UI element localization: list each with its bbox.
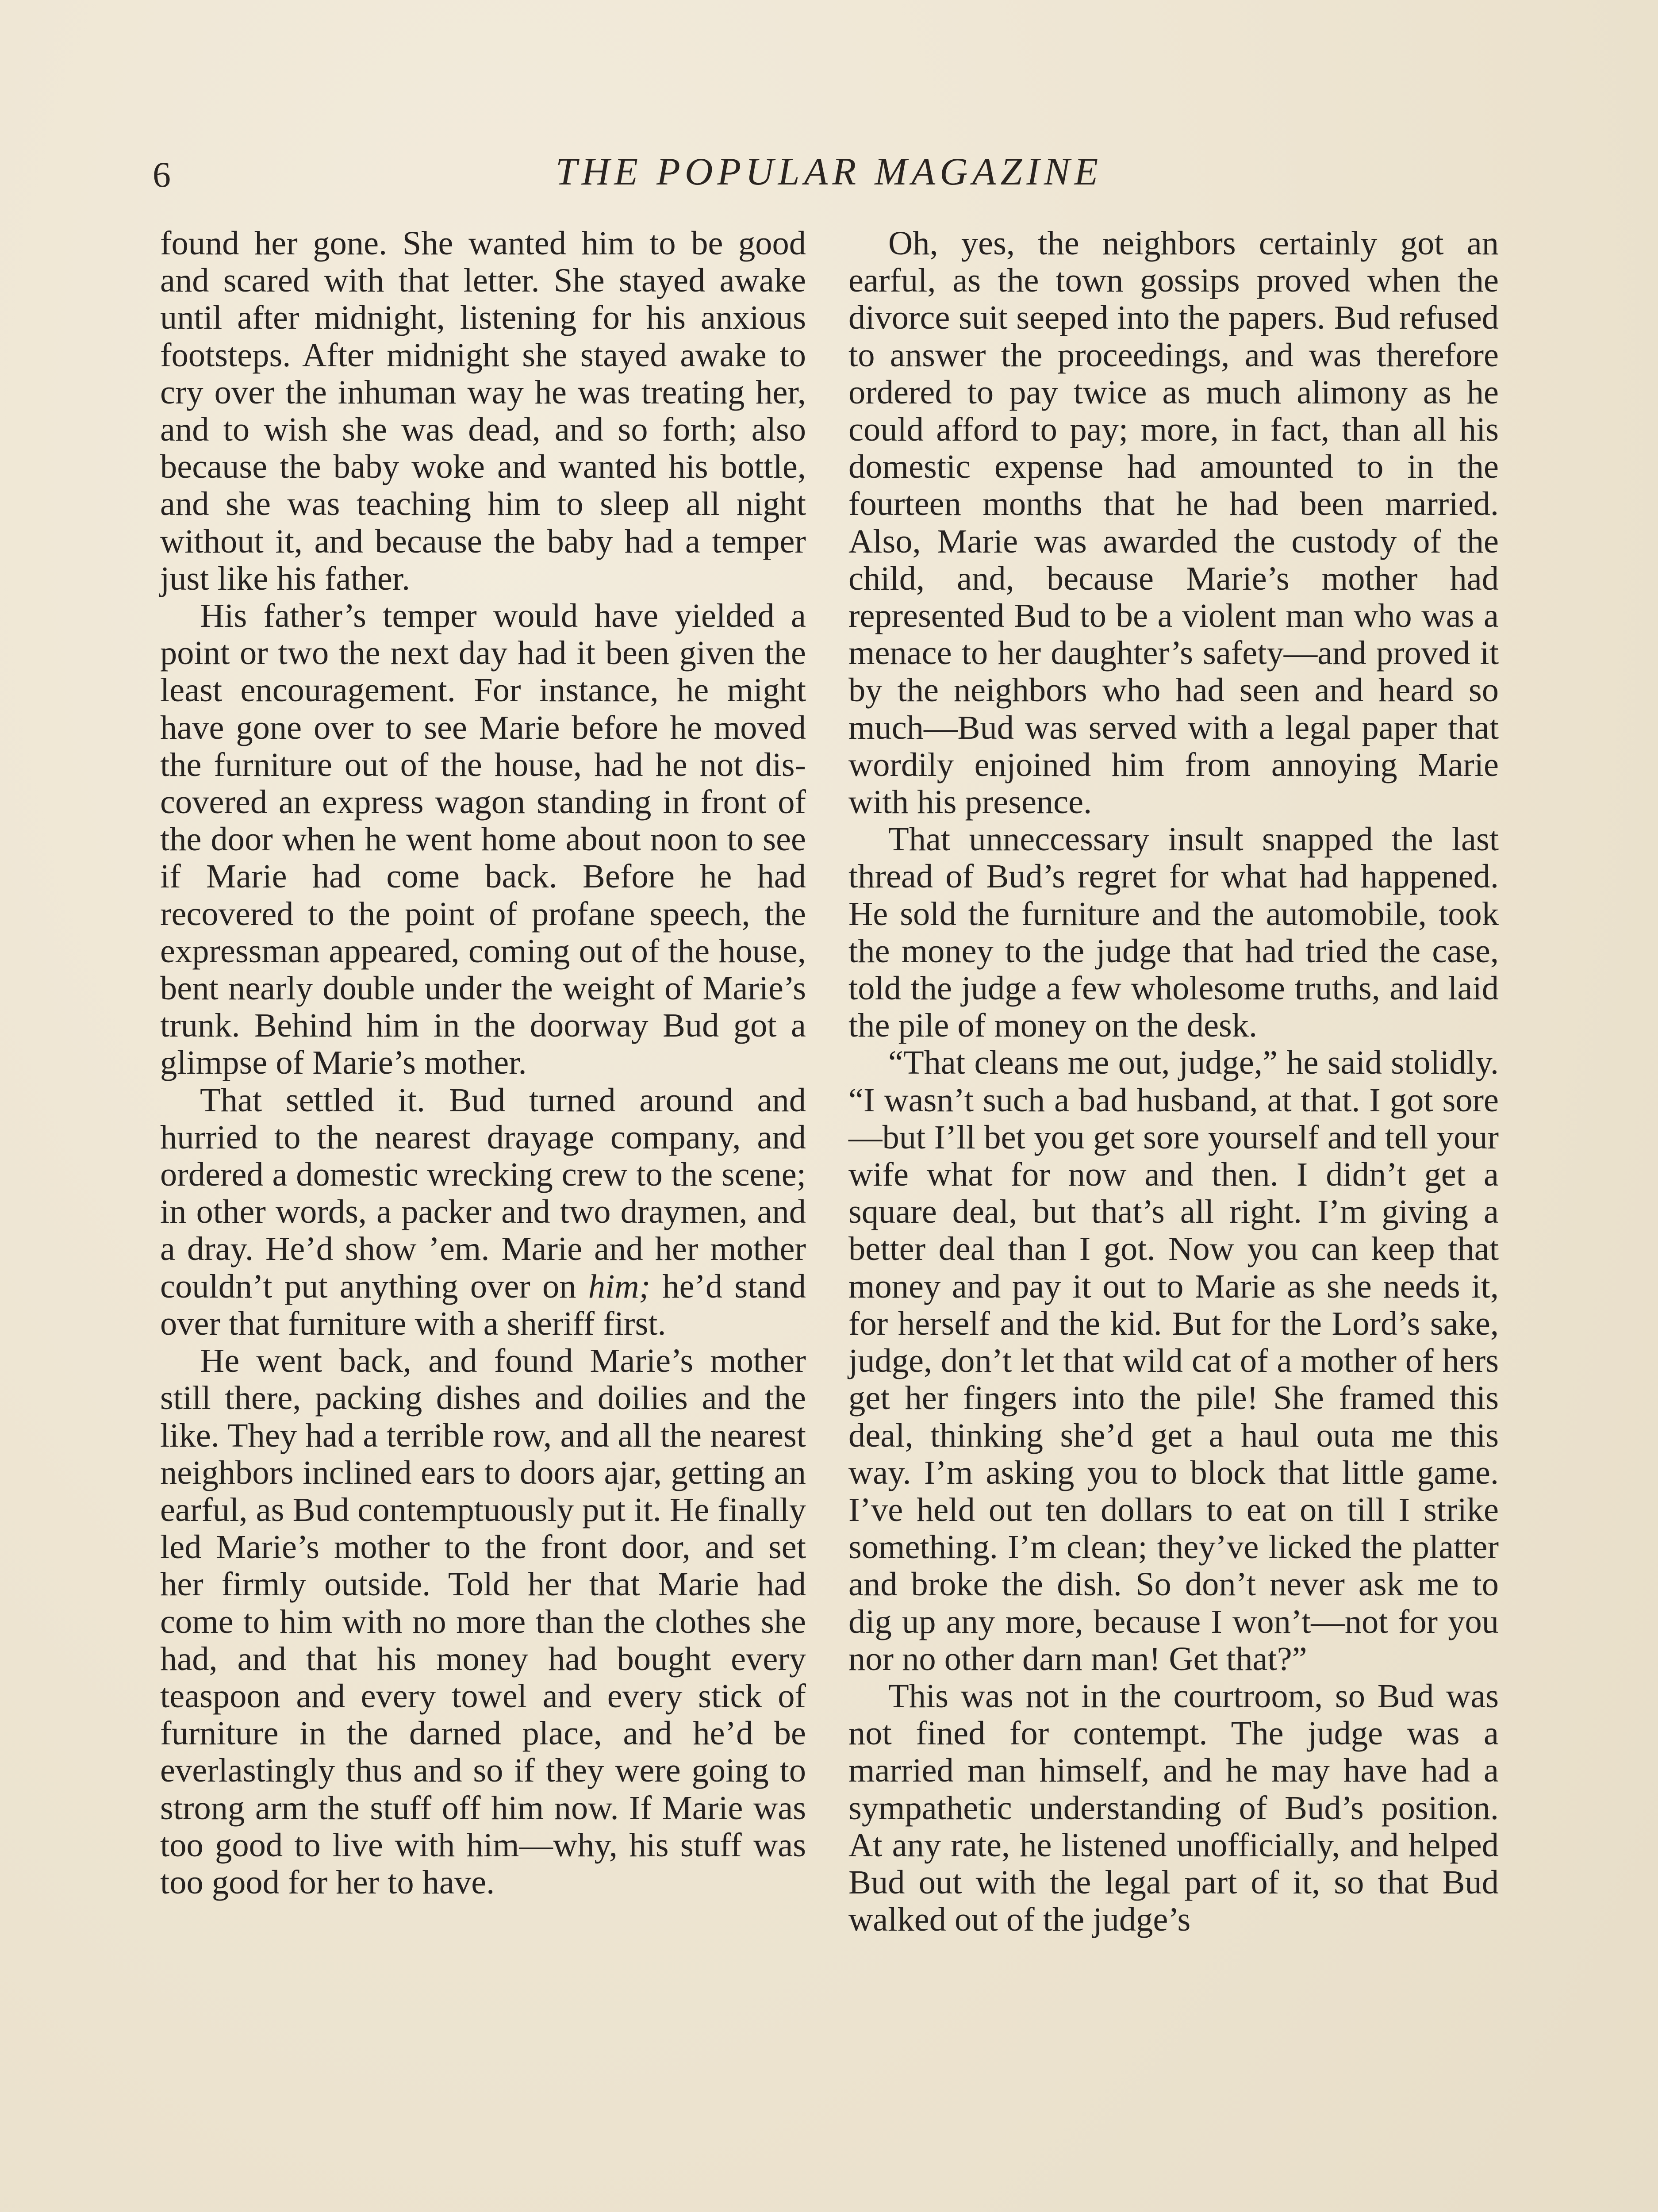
page-header <box>0 146 1658 208</box>
paragraph-text: That settled it. Bud turned around and hurried to the nearest drayage company, and ordered a domestic wrecking crew to the scene; in other words, a packer and two draymen, and a dray. He’d show ’em. Marie and her mother couldn’t put anything over on <box>160 1081 806 1305</box>
paragraph: That unneccessary insult snapped the last thread of Bud’s regret for what had happened. He sold the furniture and the automobile, took the money to the judge that had tried the case, told the judge a few wholesome truths, and laid the pile of money on the desk. <box>848 820 1499 1045</box>
page-number: 6 <box>153 154 171 195</box>
paragraph: He went back, and found Marie’s mother still there, packing dishes and doilies and the like. They had a terrible row, and all the nearest neighbors inclined ears to doors ajar, getting an earful, as Bud contemptuously put it. He finally led Marie’s mother to the front door, and set her firmly outside. Told her that Marie had come to him with no more than the clothes she had, and that his money had bought every teaspoon and every towel and every stick of furniture in the darned place, and he’d be everlastingly thus and so if they were going to strong arm the stuff off him now. If Marie was too good to live with him—why, his stuff was too good for her to have. <box>160 1342 806 1901</box>
paragraph <box>160 1082 806 1342</box>
paragraph: This was not in the courtroom, so Bud was not fined for contempt. The judge was a married man himself, and he may have had a sympathetic understanding of Bud’s position. At any rate, he listened unofficially, and helped Bud out with the legal part of it, so that Bud walked out of the judge’s <box>848 1677 1499 1939</box>
paragraph: Oh, yes, the neighbors certainly got an earful, as the town gossips proved when the divorce suit seeped into the papers. Bud refused to answer the proceedings, and was therefore ordered to pay twice as much alimony as he could afford to pay; more, in fact, than all his domestic expense had amounted to in the fourteen months that he had been married. Also, Marie was awarded the custody of the child, and, because Marie’s mother had represented Bud to be a violent man who was a menace to her daughter’s safety—and proved it by the neighbors who had seen and heard so much—Bud was served with a legal paper that wordily enjoined him from annoying Marie with his presence. <box>848 224 1499 821</box>
paragraph: His father’s temper would have yielded a point or two the next day had it been given the least encouragement. For instance, he might have gone over to see Marie before he moved the furniture out of the house, had he not discovered an express wagon standing in front of the door when he went home about noon to see if Marie had come back. Before he had recovered to the point of profane speech, the expressman appeared, coming out of the house, bent nearly double under the weight of Marie’s trunk. Behind him in the doorway Bud got a glimpse of Marie’s mother. <box>160 597 806 1082</box>
emphasis-text: him; <box>588 1267 651 1305</box>
magazine-title: THE POPULAR MAGAZINE <box>555 150 1103 193</box>
text-column-left <box>160 225 806 2212</box>
paragraph: found her gone. She wanted him to be good and scared with that letter. She stayed awake until after midnight, listening for his anxious footsteps. After midnight she stayed awake to cry over the inhuman way he was treating her, and to wish she was dead, and so forth; also because the baby woke and wanted his bottle, and she was teaching him to sleep all night without it, and because the baby had a temper just like his father. <box>160 224 806 597</box>
paragraph: “That cleans me out, judge,” he said stolidly. “I wasn’t such a bad husband, at that. I got sore—but I’ll bet you get sore yourself and tell your wife what for now and then. I didn’t get a square deal, but that’s all right. I’m giving a better deal than I got. Now you can keep that money and pay it out to Marie as she needs it, for herself and the kid. But for the Lord’s sake, judge, don’t let that wild cat of a mother of hers get her fingers into the pile! She framed this deal, thinking she’d get a haul outa me this way. I’m asking you to block that little game. I’ve held out ten dollars to eat on till I strike something. I’m clean; they’ve licked the platter and broke the dish. So don’t never ask me to dig up any more, because I won’t—not for you nor no other darn man! Get that?” <box>848 1044 1499 1678</box>
text-column-right <box>848 225 1499 2212</box>
paragraph-text: he’d stand over that furniture with a sheriff first. <box>160 1267 806 1342</box>
